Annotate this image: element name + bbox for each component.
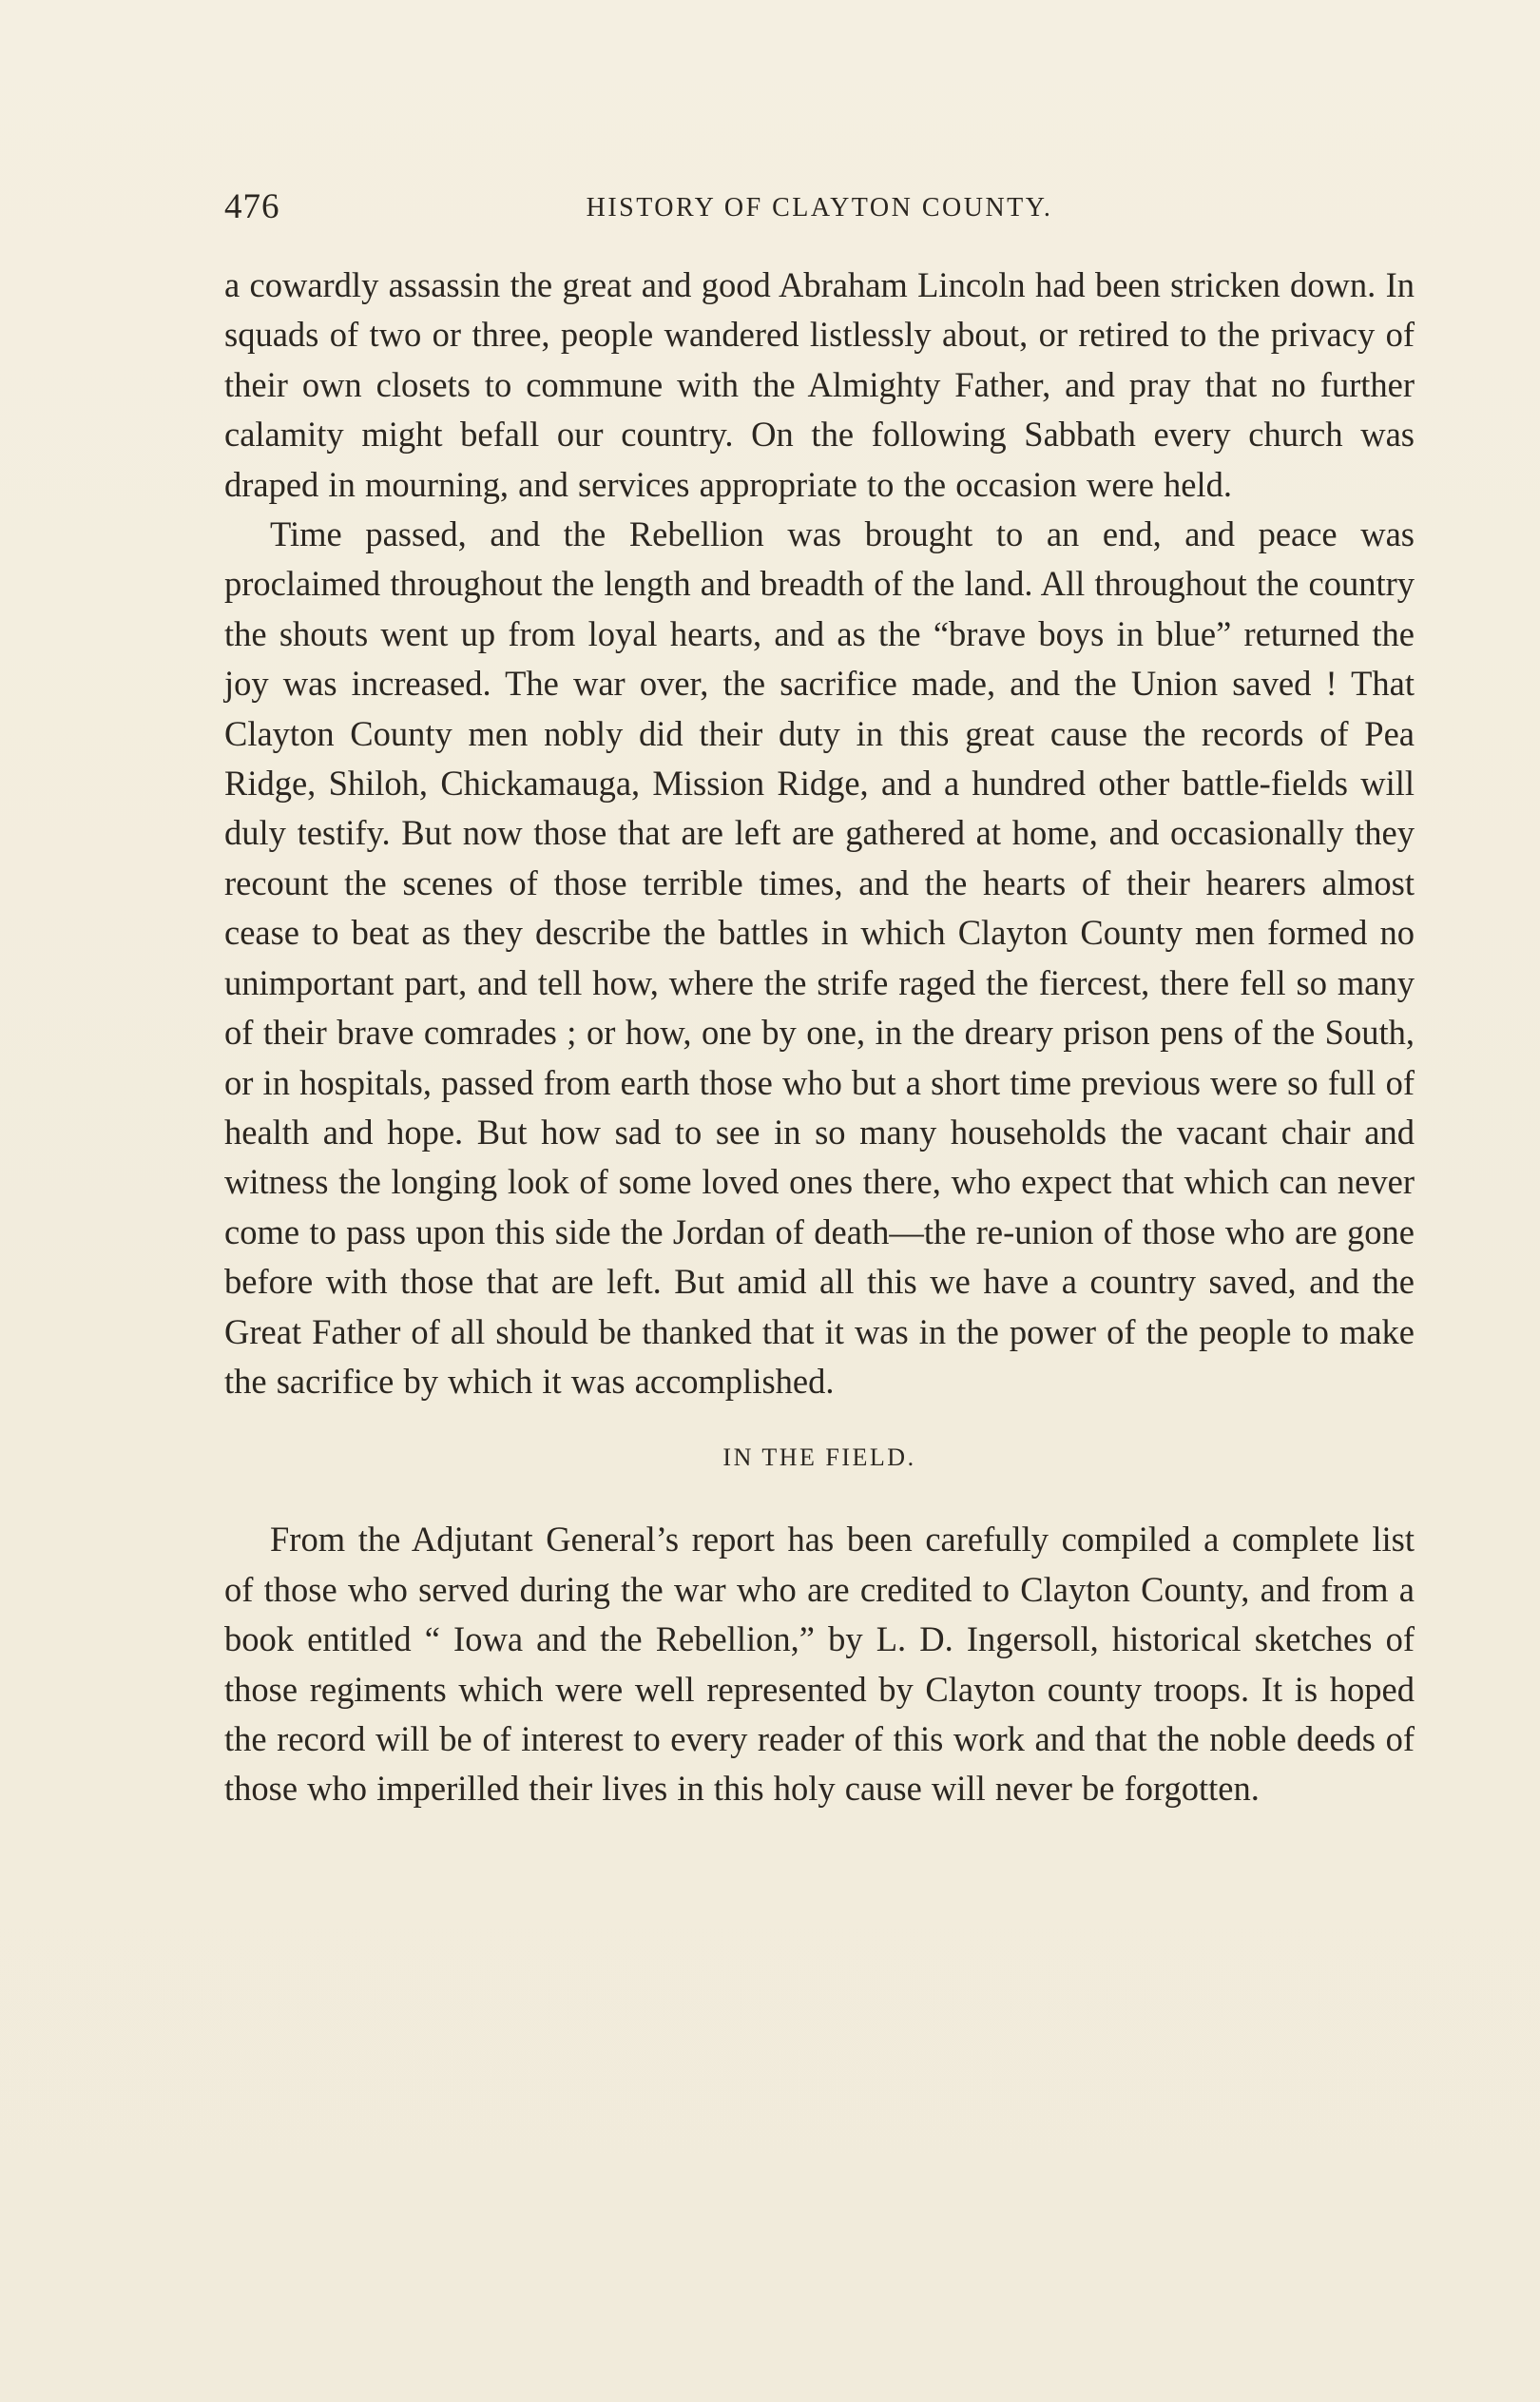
page-number: 476 [224, 187, 280, 226]
section-heading: IN THE FIELD. [722, 1443, 916, 1472]
running-head: HISTORY OF CLAYTON COUNTY. [586, 193, 1053, 223]
body-text [224, 261, 1415, 1814]
paragraph-1: a cowardly assassin the great and good Abraham Lincoln had been stricken down. In squads of two or three, people wandered listlessly about, or retired to the privacy of their own closets to commune with the Almighty Father, and pray that no further calamity might befall our country. On the following Sabbath every church was draped in mourning, and services appropriate to the occasion were held. [224, 265, 1415, 504]
page-header [224, 186, 1415, 232]
paragraph-2: Time passed, and the Rebellion was brought to an end, and peace was proclaimed throughout the length and breadth of the land. All throughout the country the shouts went up from loyal hearts, and as the “brave boys in blue” returned the joy was increased. The war over, the sacrifice made, and the Union saved ! That Clayton County men nobly did their duty in this great cause the records of Pea Ridge, Shiloh, Chickamauga, Mission Ridge, and a hundred other battle-fields will duly testify. But now those that are left are gathered at home, and occasionally they recount the scenes of those terrible times, and the hearts of their hearers almost cease to beat as they describe the battles in which Clayton County men formed no unimportant part, and tell how, where the strife raged the fiercest, there fell so many of their brave comrades ; or how, one by one, in the dreary prison pens of the South, or in hospitals, passed from earth those who but a short time previous were so full of health and hope. But how sad to see in so many households the vacant chair and witness the longing look of some loved ones there, who expect that which can never come to pass upon this side the Jordan of death—the re-union of those who are gone before with those that are left. But amid all this we have a country saved, and the Great Father of all should be thanked that it was in the power of the people to make the sacrifice by which it was accomplished. [224, 514, 1415, 1401]
section-paragraph: From the Adjutant General’s report has been carefully compiled a complete list of those who served during the war who are credited to Clayton County, and from a book entitled “ Iowa and the Rebellion,” by L. D. Ingersoll, historical sketches of those regiments which were well represented by Clayton county troops. It is hoped the record will be of interest to every reader of this work and that the noble deeds of those who imperilled their lives in this holy cause will never be forgotten. [224, 1520, 1415, 1809]
